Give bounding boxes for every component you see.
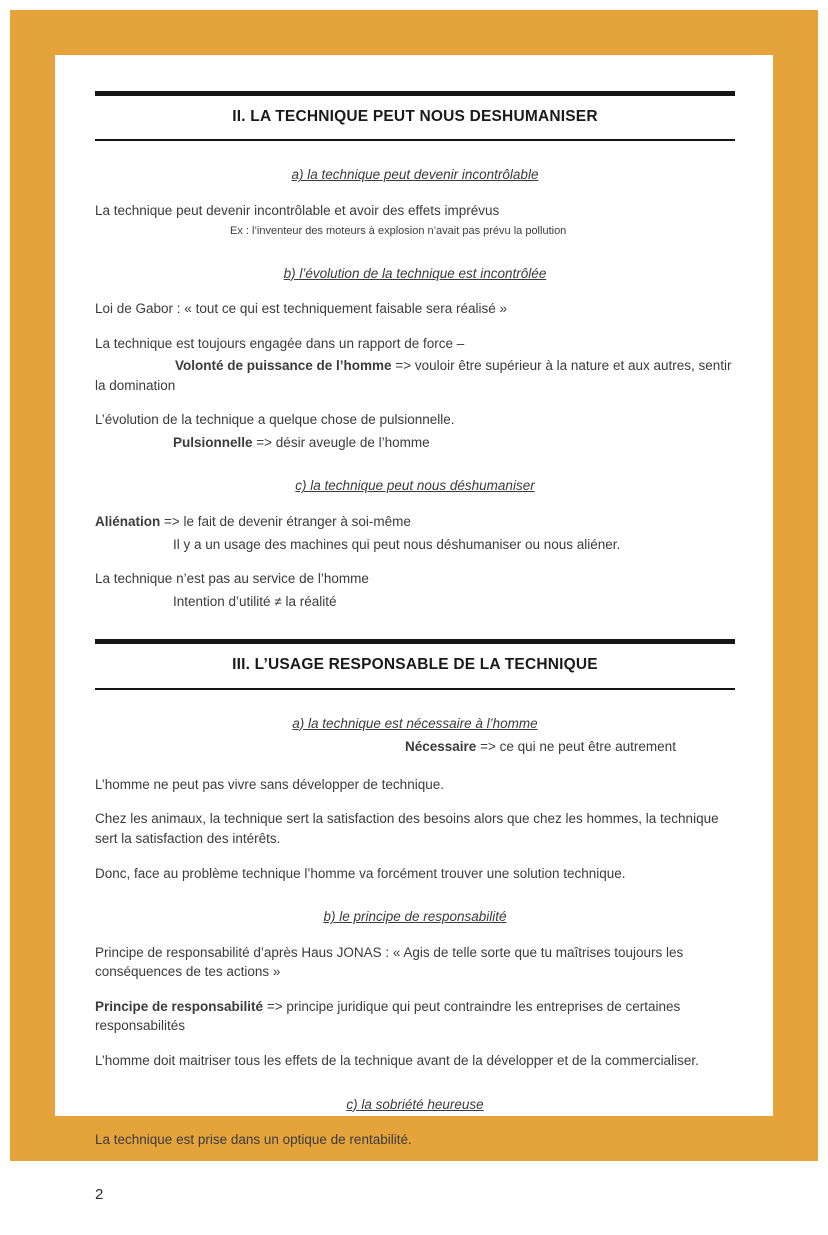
page-border	[10, 10, 818, 1203]
definition-text: => principe juridique qui peut contraindre les entreprises de certaines responsabilités	[95, 998, 681, 1034]
definition-volonte-de-puissance	[95, 356, 735, 395]
definition-term: Principe de responsabilité	[95, 998, 264, 1014]
paragraph-vivre-sans-technique: L’homme ne peut pas vivre sans développer de technique.	[95, 776, 444, 792]
paragraph-solution-technique: Donc, face au problème technique l’homme va forcément trouver une solution technique.	[95, 865, 626, 881]
paragraph-intention-utilite: Intention d’utilité ≠ la réalité	[173, 593, 337, 609]
section-iii-title: III. L’USAGE RESPONSABLE DE LA TECHNIQUE	[232, 656, 598, 674]
section-ii-header	[95, 91, 735, 141]
definition-term: Nécessaire	[405, 739, 477, 755]
example-pollution: Ex : l’inventeur des moteurs à explosion n’avait pas prévu la pollution	[230, 224, 567, 237]
paragraph-service-homme: La technique n’est pas au service de l’homme	[95, 571, 369, 587]
section-ii-title: II. LA TECHNIQUE PEUT NOUS DESHUMANISER	[232, 108, 598, 125]
subsection-ii-b-heading: b) l’évolution de la technique est incontrôlée	[283, 265, 547, 281]
definition-term: Pulsionnelle	[173, 434, 253, 450]
subsection-iii-b-heading: b) le principe de responsabilité	[323, 909, 507, 925]
paragraph-incontrolable: La technique peut devenir incontrôlable et avoir des effets imprévus	[95, 203, 500, 219]
definition-necessaire	[405, 737, 735, 757]
paragraph-rentabilite: La technique est prise dans un optique de rentabilité.	[95, 1132, 412, 1148]
definition-principe-responsabilite	[95, 997, 735, 1036]
subsection-iii-c-heading: c) la sobriété heureuse	[346, 1096, 484, 1112]
paragraph-pulsionnelle: L’évolution de la technique a quelque chose de pulsionnelle.	[95, 412, 455, 428]
definition-text: => vouloir être supérieur à la nature et aux autres, sentir la domination	[95, 358, 732, 393]
definition-term: Volonté de puissance de l’homme	[175, 358, 392, 374]
page-number: 2	[95, 1185, 104, 1203]
paragraph-rapport-de-force: La technique est toujours engagée dans un rapport de force –	[95, 335, 465, 351]
paragraph-hans-jonas: Principe de responsabilité d’après Haus JONAS : « Agis de telle sorte que tu maîtrises toujours les conséquences de tes actions »	[95, 944, 684, 980]
definition-text: => le fait de devenir étranger à soi-même	[160, 514, 411, 530]
subsection-ii-c-heading: c) la technique peut nous déshumaniser	[295, 478, 535, 494]
paragraph-usage-machines: Il y a un usage des machines qui peut nous déshumaniser ou nous aliéner.	[173, 536, 621, 552]
definition-term: Aliénation	[95, 514, 161, 530]
paragraph-maitriser-effets: L’homme doit maitriser tous les effets de la technique avant de la développer et de la commercialiser.	[95, 1052, 699, 1068]
definition-pulsionnelle	[173, 433, 735, 453]
subsection-ii-a-heading: a) la technique peut devenir incontrôlable	[291, 167, 539, 183]
paragraph-gabor: Loi de Gabor : « tout ce qui est techniquement faisable sera réalisé »	[95, 301, 508, 317]
subsection-iii-a-heading: a) la technique est nécessaire à l’homme	[292, 715, 538, 731]
definition-text: => ce qui ne peut être autrement	[476, 739, 676, 755]
paragraph-animaux-besoins: Chez les animaux, la technique sert la satisfaction des besoins alors que chez les hommes, la technique sert la satisfaction des intérêts.	[95, 811, 719, 846]
definition-alienation	[95, 512, 735, 532]
section-iii-header	[95, 639, 735, 689]
document-page	[55, 55, 773, 1235]
definition-text: => désir aveugle de l’homme	[252, 434, 430, 450]
